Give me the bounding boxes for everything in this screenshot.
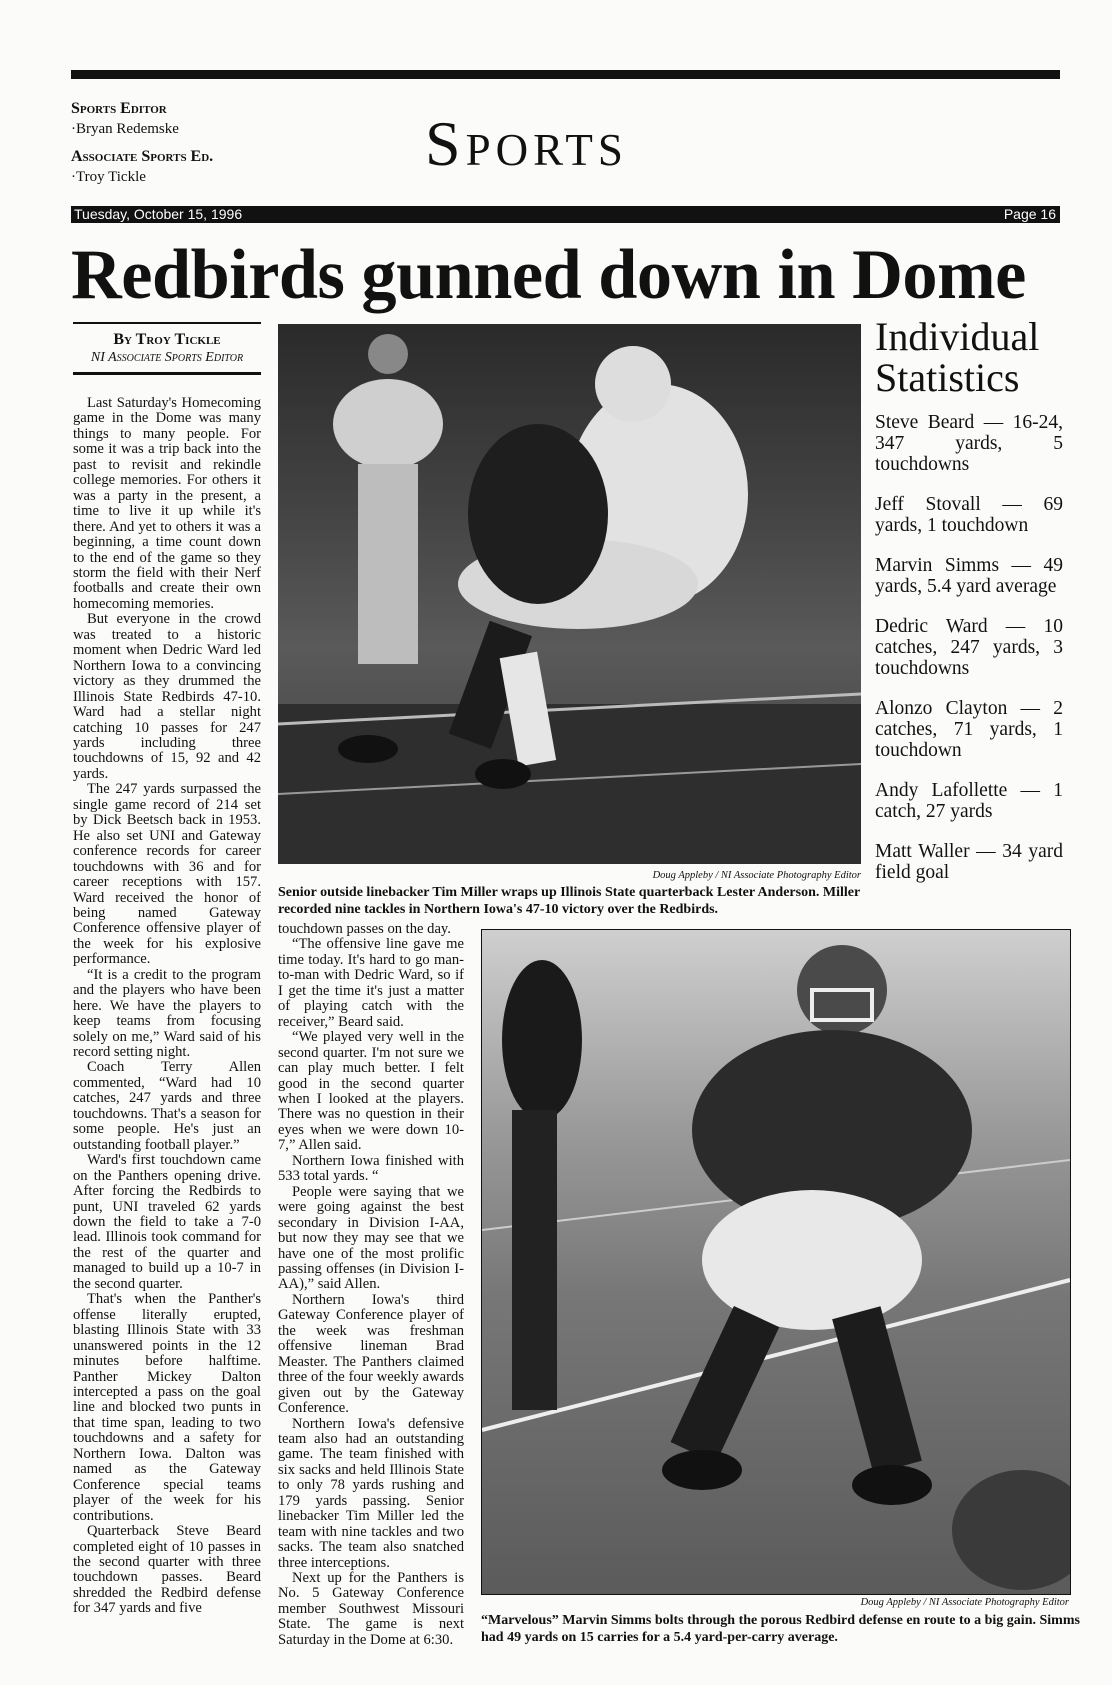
stat-item: Alonzo Clayton — 2 catches, 71 yards, 1 touchdown (875, 698, 1063, 761)
section-title: Sports (425, 108, 628, 179)
paragraph: But everyone in the crowd was treated to a historic moment when Dedric Ward led Northern Iowa to a convincing victory as they drummed the Illinois State Redbirds 47-10. Ward had a stellar night catching 10 passes for 247 yards including three touchdowns of 15, 92 and 42 yards. (73, 611, 261, 782)
article-column-1 (73, 396, 261, 1617)
stat-item: Jeff Stovall — 69 yards, 1 touchdown (875, 494, 1063, 536)
headline: Redbirds gunned down in Dome (71, 236, 1026, 314)
paragraph: touchdown passes on the day. (278, 921, 451, 937)
stat-item: Steve Beard — 16-24, 347 yards, 5 touchdowns (875, 412, 1063, 475)
date-bar (71, 206, 1060, 223)
photo-tackle-image (278, 324, 861, 864)
paragraph: Northern Iowa's defensive team also had an outstanding game. The team finished with six sacks and held Illinois State to only 78 yards rushing and 179 yards passing. Senior linebacker Tim Miller led the team with nine tackles and two sacks. The team also snatched three interceptions. (278, 1415, 464, 1571)
byline-title: NI Associate Sports Editor (90, 350, 244, 365)
photo-caption: Senior outside linebacker Tim Miller wraps up Illinois State quarterback Lester Anderson. Miller recorded nine tackles in Northern Iowa's 47-10 victory over the Redbirds. (278, 885, 860, 917)
paragraph: People were saying that we were going against the best secondary in Division I-AA, but now they may see that we have one of the most prolific passing offenses (in Division I-AA),” said Allen. (278, 1183, 464, 1293)
individual-statistics (875, 316, 1063, 902)
top-rule (71, 70, 1060, 79)
paragraph: Ward's first touchdown came on the Panthers opening drive. After forcing the Redbirds to punt, UNI traveled 62 yards down the field to take a 7-0 lead. Illinois took command for the rest of the quarter and managed to build up a 10-7 in the second quarter. (73, 1152, 261, 1292)
paragraph: Quarterback Steve Beard completed eight of 10 passes in the second quarter with three touchdown passes. Beard shredded the Redbird defense for 347 yards and five (73, 1523, 261, 1617)
photo-runner (481, 929, 1071, 1595)
paragraph: That's when the Panther's offense literally erupted, blasting Illinois State with 33 unanswered points in the 12 minutes before halftime. Panther Mickey Dalton intercepted a pass on the goal line and blocked two punts in that time span, leading to two touchdowns and a safety for Northern Iowa. Dalton was named as the Gateway Conference special teams player of the week for his contributions. (73, 1291, 261, 1524)
paragraph: “It is a credit to the program and the players who have been here. We have the players to keep teams from focusing solely on me,” Ward said of his record setting night. (73, 966, 261, 1061)
assoc-editor-label: Associate Sports Ed. (71, 148, 214, 165)
photo-runner-image (482, 930, 1070, 1594)
byline (73, 322, 261, 375)
photo-tackle (278, 324, 861, 864)
article-column-2 (278, 922, 464, 1648)
paragraph: Northern Iowa's third Gateway Conference player of the week was freshman offensive lineman Brad Measter. The Panthers claimed three of the four weekly awards given out by the Gateway Conference. (278, 1291, 464, 1417)
editor-credits (71, 98, 311, 188)
stat-item: Dedric Ward — 10 catches, 247 yards, 3 touchdowns (875, 616, 1063, 679)
paragraph: Next up for the Panthers is No. 5 Gateway Conference member Southwest Missouri State. The game is next Saturday in the Dome at 6:30. (278, 1570, 464, 1648)
photo-caption: “Marvelous” Marvin Simms bolts through the porous Redbird defense en route to a big gain. Simms had 49 yards on 15 carries for a 5.4 yard-per-carry average. (481, 1613, 1080, 1645)
paragraph: Coach Terry Allen commented, “Ward had 10 catches, 247 yards and three touchdowns. That's a season for some people. He's just an outstanding football player.” (73, 1059, 261, 1153)
paragraph: “We played very well in the second quarter. I'm not sure we can play much better. I felt good in the second quarter when I looked at the players. There was no question in their eyes when we were down 10-7,” Allen said. (278, 1029, 464, 1154)
stat-item: Matt Waller — 34 yard field goal (875, 841, 1063, 883)
stat-item: Marvin Simms — 49 yards, 5.4 yard average (875, 555, 1063, 597)
paragraph: Last Saturday's Homecoming game in the Dome was many things to many people. For some it was a trip back into the past to revisit and rekindle college memories. For others it was a party in the present, a time to live it up while it's there. And yet to others it was a beginning, a time count down to the end of the game so they storm the field with their Nerf footballs and create their own homecoming memories. (73, 395, 261, 612)
paragraph: Northern Iowa finished with 533 total yards. “ (278, 1152, 464, 1185)
assoc-editor-name: ·Troy Tickle (71, 169, 146, 185)
stats-title: Individual Statistics (875, 314, 1040, 400)
stat-item: Andy Lafollette — 1 catch, 27 yards (875, 780, 1063, 822)
sports-editor-name: ·Bryan Redemske (71, 121, 179, 137)
paragraph: “The offensive line gave me time today. It's hard to go man-to-man with Dedric Ward, so if I get the time it's just a matter of playing catch with the receiver,” Beard said. (278, 936, 464, 1030)
photo-credit: Doug Appleby / NI Associate Photography Editor (860, 1597, 1069, 1608)
issue-date: Tuesday, October 15, 1996 (74, 206, 243, 222)
sports-editor-label: Sports Editor (71, 100, 167, 117)
photo-credit: Doug Appleby / NI Associate Photography Editor (652, 870, 861, 881)
page-number: Page 16 (1003, 206, 1056, 222)
paragraph: The 247 yards surpassed the single game record of 214 set by Dick Beetsch back in 1953. He also set UNI and Gateway conference records for career touchdowns with 36 and for career receptions with 157. Ward received the honor of being named Gateway Conference offensive player of the week for his explosive performance. (73, 781, 261, 968)
byline-author: By Troy Tickle (113, 331, 221, 348)
